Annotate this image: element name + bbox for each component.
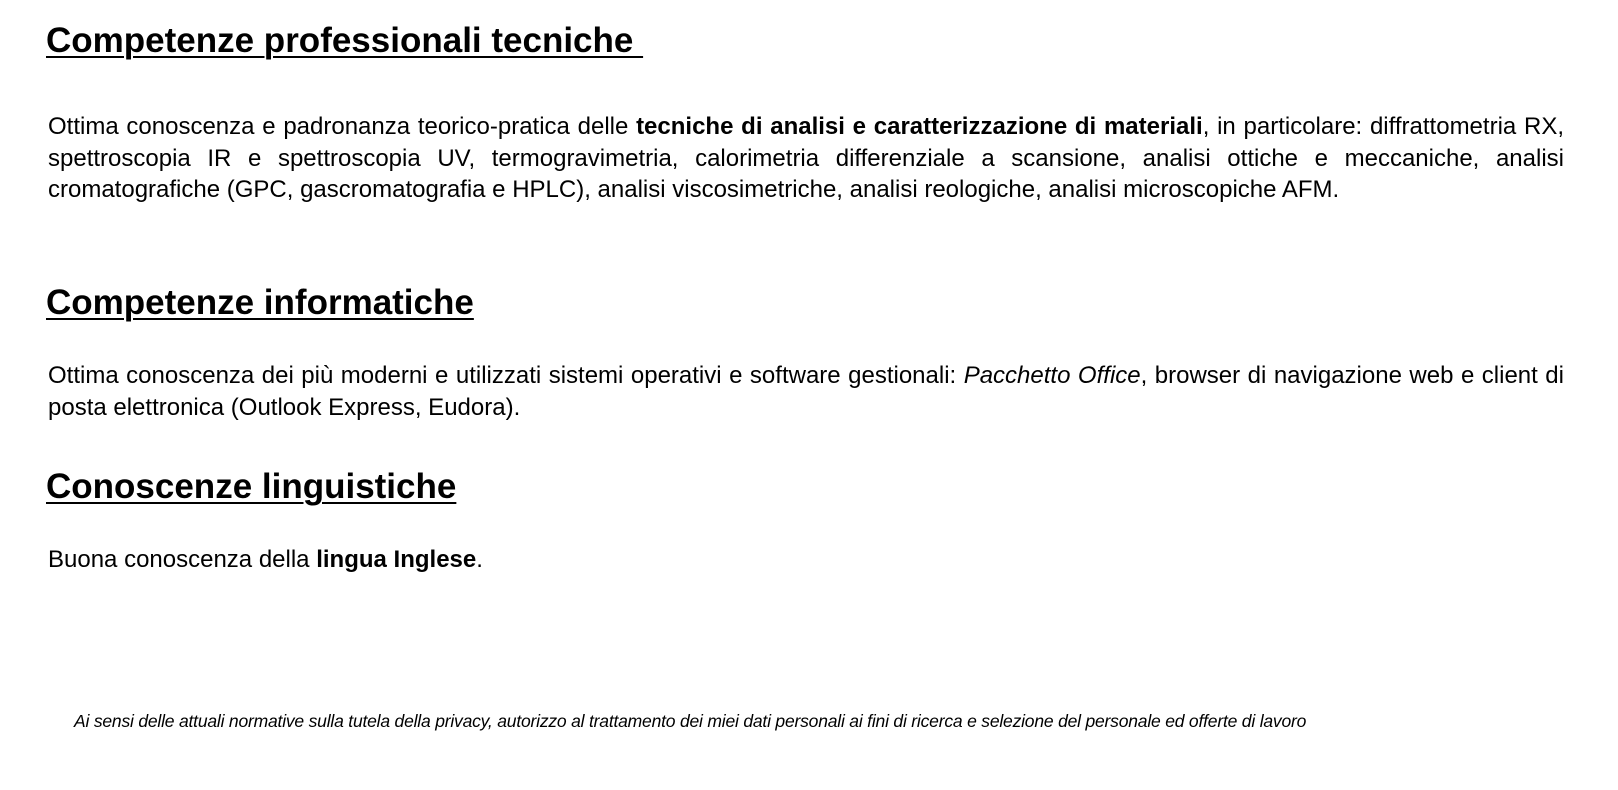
computer-skills-heading: Competenze informatiche [46, 283, 474, 322]
technical-skills-paragraph [48, 111, 1564, 206]
language-skills-text-end: . [476, 546, 483, 573]
computer-skills-text-end: , browser di navigazione web e client di posta elettronica (Outlook Express, Eudora). [48, 362, 1564, 421]
language-skills-text-start: Buona conoscenza della [48, 546, 317, 573]
technical-skills-text-start: Ottima conoscenza e padronanza teorico-pratica delle [48, 113, 637, 140]
computer-skills-paragraph [48, 360, 1564, 423]
language-skills-heading: Conoscenze linguistiche [46, 467, 457, 506]
computer-skills-emphasis: Pacchetto Office [963, 362, 1141, 389]
computer-skills-text-start: Ottima conoscenza dei più moderni e utilizzati sistemi operativi e software gestionali: [48, 362, 964, 389]
language-skills-emphasis: lingua Inglese [316, 546, 477, 573]
technical-skills-heading: Competenze professionali tecniche [46, 21, 644, 60]
privacy-consent-note: Ai sensi delle attuali normative sulla tutela della privacy, autorizzo al trattamento dei miei dati personali ai fini di ricerca e selezione del personale ed offerte di lavoro [74, 711, 1307, 731]
language-skills-paragraph [48, 544, 1564, 576]
technical-skills-emphasis: tecniche di analisi e caratterizzazione di materiali [636, 113, 1203, 140]
technical-skills-text-end: , in particolare: diffrattometria RX, spettroscopia IR e spettroscopia UV, termogravimetria, calorimetria differenziale a scansione, analisi ottiche e meccaniche, analisi cromatografiche (GPC, gascromatografia e HPLC), analisi viscosimetriche, analisi reologiche, analisi microscopiche AFM. [48, 113, 1564, 203]
